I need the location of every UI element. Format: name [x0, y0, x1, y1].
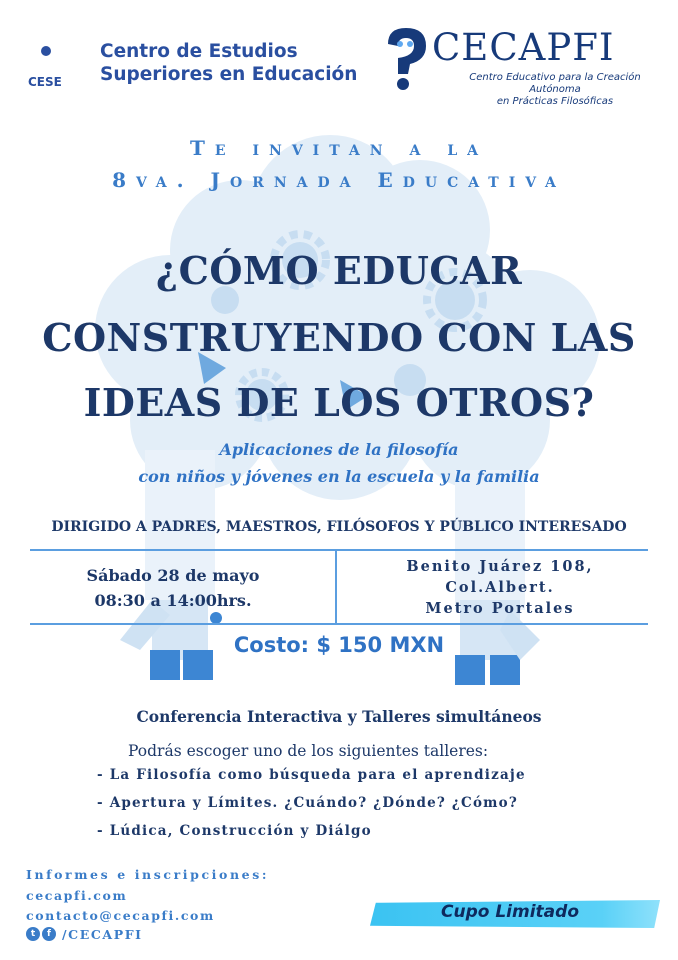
cupo-badge-label: Cupo Limitado: [441, 902, 579, 922]
contact-website-link[interactable]: cecapfi.com: [26, 888, 128, 903]
cecapfi-subtitle: [452, 72, 658, 108]
main-title-line2: CONSTRUYENDO CON LAS: [42, 315, 636, 360]
subtitle-line1: Aplicaciones de la filosofía: [219, 440, 459, 459]
invite-line2: 8va. Jornada Educativa: [112, 168, 566, 192]
invite-line1: Te invitan a la: [189, 136, 489, 160]
cecapfi-subtitle-line2: en Prácticas Filosóficas: [496, 96, 614, 107]
contact-heading: Informes e inscripciones:: [26, 867, 270, 882]
cese-logo-icon: [26, 36, 88, 88]
cecapfi-logo-icon: [380, 26, 432, 92]
address-line1: Benito Juárez 108,: [406, 558, 594, 575]
cese-title: [100, 40, 357, 86]
main-title-line1: ¿CÓMO EDUCAR: [155, 248, 523, 293]
cese-abbrev: CESE: [28, 75, 62, 88]
workshop-item: - Lúdica, Construcción y Diálgo: [97, 823, 372, 839]
divider-vertical: [335, 549, 337, 625]
contact-email-link[interactable]: contacto@cecapfi.com: [26, 908, 215, 923]
main-title-line3: IDEAS DE LOS OTROS?: [83, 380, 595, 425]
social-handle[interactable]: /CECAPFI: [62, 926, 143, 942]
cecapfi-subtitle-line1: Centro Educativo para la Creación Autónoma: [469, 72, 641, 95]
twitter-icon[interactable]: t: [26, 927, 40, 941]
event-datetime: [38, 563, 308, 613]
audience-text: DIRIGIDO A PADRES, MAESTROS, FILÓSOFOS Y PÚBLICO INTERESADO: [51, 519, 627, 535]
facebook-icon[interactable]: f: [42, 927, 56, 941]
divider-top: [30, 549, 648, 551]
cecapfi-name: CECAPFI: [432, 26, 615, 69]
event-time: 08:30 a 14:00hrs.: [94, 591, 252, 610]
address-line3: Metro Portales: [425, 600, 575, 617]
subtitle-line2: con niños y jóvenes en la escuela y la familia: [138, 467, 540, 486]
cost-text: Costo: $ 150 MXN: [233, 633, 445, 657]
conference-text: Conferencia Interactiva y Talleres simultáneos: [136, 707, 542, 726]
cese-title-line2: Superiores en Educación: [100, 64, 358, 85]
workshop-item: - Apertura y Límites. ¿Cuándo? ¿Dónde? ¿Cómo?: [97, 795, 518, 811]
social-row: [26, 926, 143, 942]
address-line2: Col.Albert.: [445, 579, 555, 596]
event-date: Sábado 28 de mayo: [86, 566, 260, 585]
workshops-intro: Podrás escoger uno de los siguientes talleres:: [128, 742, 489, 760]
cese-title-line1: Centro de Estudios: [100, 41, 298, 62]
event-address: [350, 556, 650, 619]
workshop-item: - La Filosofía como búsqueda para el aprendizaje: [97, 767, 526, 783]
divider-bottom: [30, 623, 648, 625]
